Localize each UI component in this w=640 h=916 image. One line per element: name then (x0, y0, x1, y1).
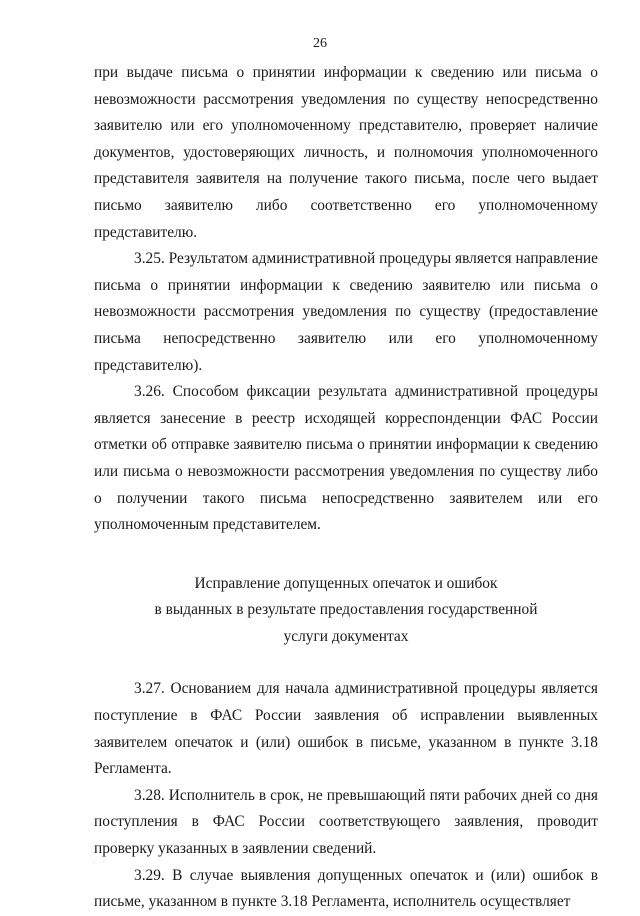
scan-artifact: · · (92, 858, 109, 867)
paragraph-continuation: при выдаче письма о принятии информации к сведению или письма о невозможности рассмотрения уведомления по существу непосредственно заявителю или его уполномоченному представителю, проверяет наличие документов, удостоверяющих личность, и полномочия уполномоченного представителя заявителя на получение такого письма, после чего выдает письмо заявителю либо соответственно его уполномоченному представителю. (94, 64, 598, 241)
paragraph-3-25: 3.25. Результатом административной процедуры является направление письма о принятии информации к сведению заявителю или письма о невозможности рассмотрения уведомления по существу (предоставление письма непосредственно заявителю или его уполномоченному представителю). (94, 250, 598, 374)
paragraph-3-28: 3.28. Исполнитель в срок, не превышающий пяти рабочих дней со дня поступления в ФАС России соответствующего заявления, проводит проверку указанных в заявлении сведений. (94, 786, 598, 858)
document-body (94, 60, 598, 916)
paragraph-3-29: 3.29. В случае выявления допущенных опечаток и (или) ошибок в письме, указанном в пункте 3.18 Регламента, исполнитель осуществляет (94, 866, 598, 911)
paragraph-3-27: 3.27. Основанием для начала административной процедуры является поступление в ФАС России заявления об исправлении выявленных заявителем опечаток и (или) ошибок в письме, указанном в пункте 3.18 Регламента. (94, 680, 598, 778)
section-heading-line-2: в выданных в результате предоставления государственной (154, 601, 538, 619)
section-heading-line-1: Исправление допущенных опечаток и ошибок (194, 574, 498, 592)
section-heading-line-3: услуги документах (283, 627, 409, 645)
page-number: 26 (313, 36, 327, 51)
section-heading (94, 571, 598, 651)
paragraph-3-26: 3.26. Способом фиксации результата административной процедуры является занесение в реестр исходящей корреспонденции ФАС России отметки об отправке заявителю письма о принятии информации к сведению или письма о невозможности рассмотрения уведомления по существу либо о получении такого письма непосредственно заявителем или его уполномоченным представителем. (94, 383, 598, 534)
